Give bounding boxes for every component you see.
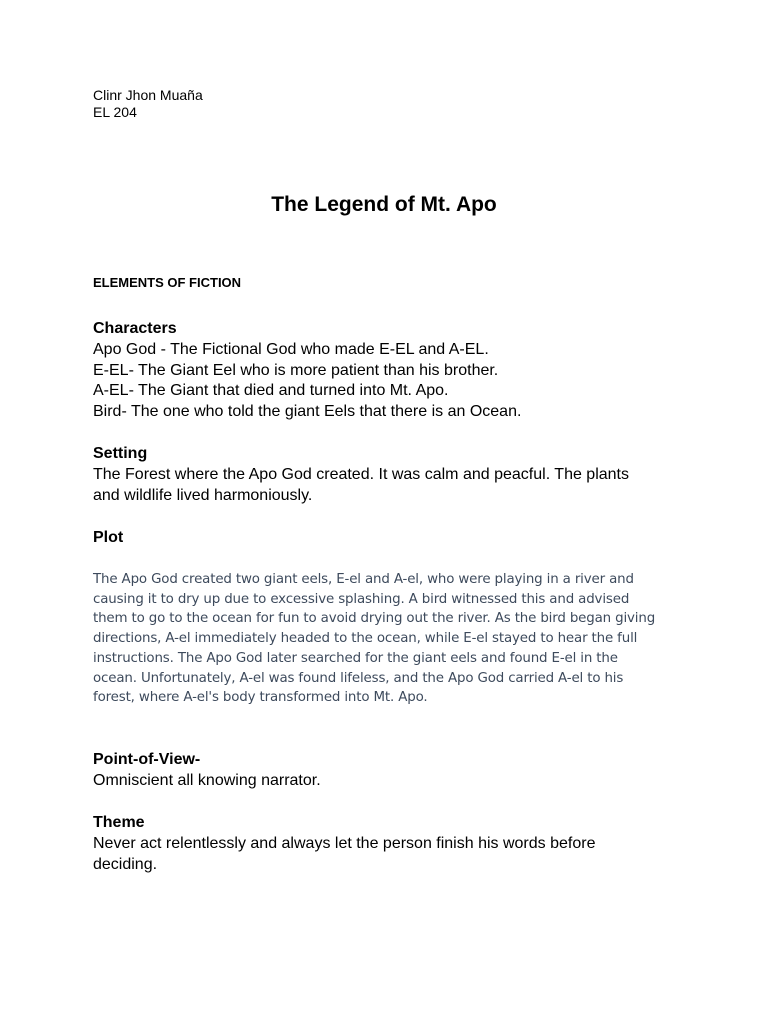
setting-line: The Forest where the Apo God created. It was calm and peacful. The plants xyxy=(93,465,629,483)
plot-line: directions, A-el immediately headed to the ocean, while E-el stayed to hear the full xyxy=(93,631,638,647)
setting-section xyxy=(93,444,683,506)
characters-line: Apo God - The Fictional God who made E-EL and A-EL. xyxy=(93,340,489,358)
author-name: Clinr Jhon Muaña xyxy=(93,87,203,103)
setting-line: and wildlife lived harmoniously. xyxy=(93,486,313,504)
characters-line: Bird- The one who told the giant Eels that there is an Ocean. xyxy=(93,403,522,421)
plot-paragraph xyxy=(93,570,683,708)
theme-line: deciding. xyxy=(93,855,158,873)
theme-line: Never act relentlessly and always let the person finish his words before xyxy=(93,834,596,852)
section-label: ELEMENTS OF FICTION xyxy=(93,275,242,290)
setting-heading: Setting xyxy=(93,445,148,462)
course-code: EL 204 xyxy=(93,104,137,120)
plot-line: them to go to the ocean for fun to avoid drying out the river. As the bird began giving xyxy=(93,611,656,627)
characters-section xyxy=(93,319,683,423)
characters-line: A-EL- The Giant that died and turned into Mt. Apo. xyxy=(93,382,449,400)
plot-line: The Apo God created two giant eels, E-el and A-el, who were playing in a river and xyxy=(93,572,634,587)
theme-heading: Theme xyxy=(93,814,145,831)
author-block xyxy=(93,87,203,121)
point-of-view-line: Omniscient all knowing narrator. xyxy=(93,771,321,789)
plot-line: forest, where A-el's body transformed into Mt. Apo. xyxy=(93,690,428,706)
point-of-view-section xyxy=(93,750,683,792)
plot-heading: Plot xyxy=(93,529,124,546)
plot-line: causing it to dry up due to excessive splashing. A bird witnessed this and advised xyxy=(93,591,630,607)
point-of-view-heading: Point-of-View- xyxy=(93,751,201,768)
characters-heading: Characters xyxy=(93,320,177,337)
plot-line: ocean. Unfortunately, A-el was found lifeless, and the Apo God carried A-el to his xyxy=(93,670,624,686)
characters-line: E-EL- The Giant Eel who is more patient than his brother. xyxy=(93,361,499,379)
plot-line: instructions. The Apo God later searched for the giant eels and found E-el in the xyxy=(93,650,618,666)
plot-section xyxy=(93,528,683,549)
document-title: The Legend of Mt. Apo xyxy=(271,193,497,216)
theme-section xyxy=(93,813,683,875)
